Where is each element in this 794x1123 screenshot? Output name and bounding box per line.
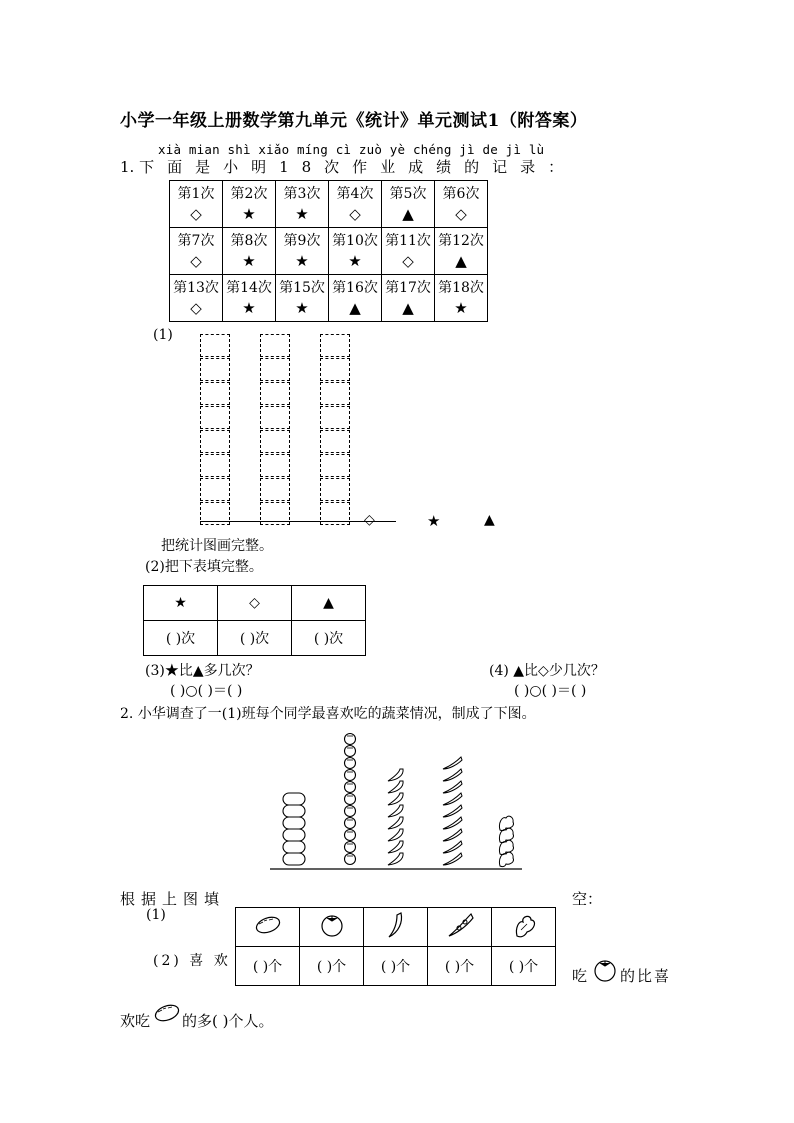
table-row	[236, 908, 556, 947]
record-cell: 第15次 ★	[276, 275, 329, 322]
tomato-icon	[345, 782, 356, 793]
tomato-icon	[345, 758, 356, 769]
page-title: 小学一年级上册数学第九单元《统计》单元测试1（附答案）	[120, 111, 588, 131]
tomato-icon	[345, 770, 356, 781]
tomato-icon	[345, 830, 356, 841]
count-blank[interactable]: ( )个	[236, 947, 300, 986]
count-blank[interactable]: ( )次	[144, 621, 218, 656]
bean-icon	[443, 769, 462, 781]
record-cell: 第11次 ◇	[382, 228, 435, 275]
tomato-icon	[345, 854, 356, 865]
tomato-icon	[345, 794, 356, 805]
diamond-icon: ◇	[218, 586, 292, 621]
question-1-text: 下面是小明18次作业成绩的记录：	[139, 158, 577, 176]
table-row	[236, 947, 556, 986]
count-blank[interactable]: ( )个	[364, 947, 428, 986]
count-blank[interactable]: ( )次	[292, 621, 366, 656]
bean-icon	[443, 853, 462, 865]
bean-icon	[443, 829, 462, 841]
star-icon: ★	[144, 586, 218, 621]
record-cell: 第6次 ◇	[435, 181, 488, 228]
chili-icon	[388, 841, 403, 853]
count-blank[interactable]: ( )个	[300, 947, 364, 986]
tomato-icon	[300, 908, 364, 947]
table-row	[170, 181, 488, 228]
chili-icon	[388, 829, 403, 841]
bean-icon	[443, 841, 462, 853]
cucumber-icon	[283, 793, 305, 805]
count-blank[interactable]: ( )个	[428, 947, 492, 986]
tomato-icon	[345, 746, 356, 757]
cabbage-icon	[492, 908, 556, 947]
record-cell: 第10次 ★	[329, 228, 382, 275]
record-cell: 第13次 ◇	[170, 275, 223, 322]
cabbage-icon	[499, 816, 513, 830]
chili-icon	[388, 805, 403, 817]
q2-part-2-label: (2) 喜 欢	[153, 953, 231, 969]
part-4-question: (4) ▲比◇少几次？	[489, 663, 605, 679]
bean-icon	[443, 757, 462, 769]
bean-icon	[443, 781, 462, 793]
q2-part-2-line2b: 的多( )个人。	[182, 1012, 274, 1030]
pinyin-line: xià mian shì xiǎo míng cì zuò yè chéng jì de jì lù	[158, 142, 545, 157]
homework-record-table	[169, 180, 488, 322]
record-cell: 第1次 ◇	[170, 181, 223, 228]
part-4-blank[interactable]: ( )○( )＝( )	[514, 683, 587, 699]
fill-instruction-left: 根据上图填	[120, 890, 226, 908]
vegetable-pictograph	[260, 728, 530, 878]
question-1-heading	[120, 156, 576, 177]
part-3-question: (3)★比▲多几次？	[145, 663, 260, 679]
bean-icon	[443, 805, 462, 817]
part-2-instruction: (2)把下表填完整。	[145, 559, 263, 575]
table-row	[144, 586, 366, 621]
tomato-icon	[345, 806, 356, 817]
part-3-blank[interactable]: ( )○( )＝( )	[170, 683, 243, 699]
record-cell: 第8次 ★	[223, 228, 276, 275]
record-cell: 第3次 ★	[276, 181, 329, 228]
chili-icon	[364, 908, 428, 947]
question-2-text: 小华调查了一(1)班每个同学最喜欢吃的蔬菜情况，制成了下图。	[137, 706, 536, 722]
cucumber-icon	[283, 841, 305, 853]
cucumber-icon	[283, 829, 305, 841]
blank-bar-column-triangle	[320, 334, 350, 526]
tomato-icon	[592, 957, 618, 983]
record-cell: 第7次 ◇	[170, 228, 223, 275]
bean-icon	[443, 817, 462, 829]
q2-part-2-mid: 吃	[572, 967, 588, 985]
table-row	[170, 228, 488, 275]
chili-icon	[388, 781, 403, 793]
cucumber-icon	[283, 805, 305, 817]
question-2-number: 2.	[120, 706, 134, 722]
table-row	[144, 621, 366, 656]
record-cell: 第14次 ★	[223, 275, 276, 322]
question-1-number: 1.	[120, 158, 135, 176]
part-1-label: (1)	[153, 327, 173, 343]
record-cell: 第17次 ▲	[382, 275, 435, 322]
record-cell: 第18次 ★	[435, 275, 488, 322]
cucumber-icon	[236, 908, 300, 947]
triangle-icon: ▲	[292, 586, 366, 621]
record-cell: 第9次 ★	[276, 228, 329, 275]
tomato-icon	[345, 734, 356, 745]
tomato-icon	[345, 842, 356, 853]
blank-bar-column-diamond	[200, 334, 230, 526]
tally-table	[143, 585, 366, 656]
bean-icon	[443, 793, 462, 805]
part-1-instruction: 把统计图画完整。	[161, 538, 273, 554]
bean-icon	[428, 908, 492, 947]
record-cell: 第2次 ★	[223, 181, 276, 228]
q2-part-2-right: 的比喜	[620, 967, 672, 985]
count-blank[interactable]: ( )个	[492, 947, 556, 986]
record-cell: 第4次 ◇	[329, 181, 382, 228]
chili-icon	[388, 853, 403, 865]
table-row	[170, 275, 488, 322]
tomato-icon	[345, 818, 356, 829]
axis-star-icon: ★	[427, 512, 441, 530]
cucumber-icon	[283, 817, 305, 829]
count-blank[interactable]: ( )次	[218, 621, 292, 656]
cucumber-icon	[152, 1000, 182, 1026]
vegetable-table	[235, 907, 556, 986]
record-cell: 第12次 ▲	[435, 228, 488, 275]
chili-icon	[388, 793, 403, 805]
record-cell: 第16次 ▲	[329, 275, 382, 322]
q2-part-1-label: (1)	[146, 907, 166, 923]
axis-diamond-icon: ◇	[364, 512, 375, 528]
q2-part-2-line2a: 欢吃	[120, 1012, 151, 1030]
blank-bar-column-star	[260, 334, 290, 526]
axis-triangle-icon: ▲	[484, 512, 495, 528]
chili-icon	[388, 769, 403, 781]
record-cell: 第5次 ▲	[382, 181, 435, 228]
fill-instruction-right: 空：	[572, 890, 603, 908]
chili-icon	[388, 817, 403, 829]
question-2-heading	[120, 703, 536, 723]
cucumber-icon	[283, 853, 305, 865]
